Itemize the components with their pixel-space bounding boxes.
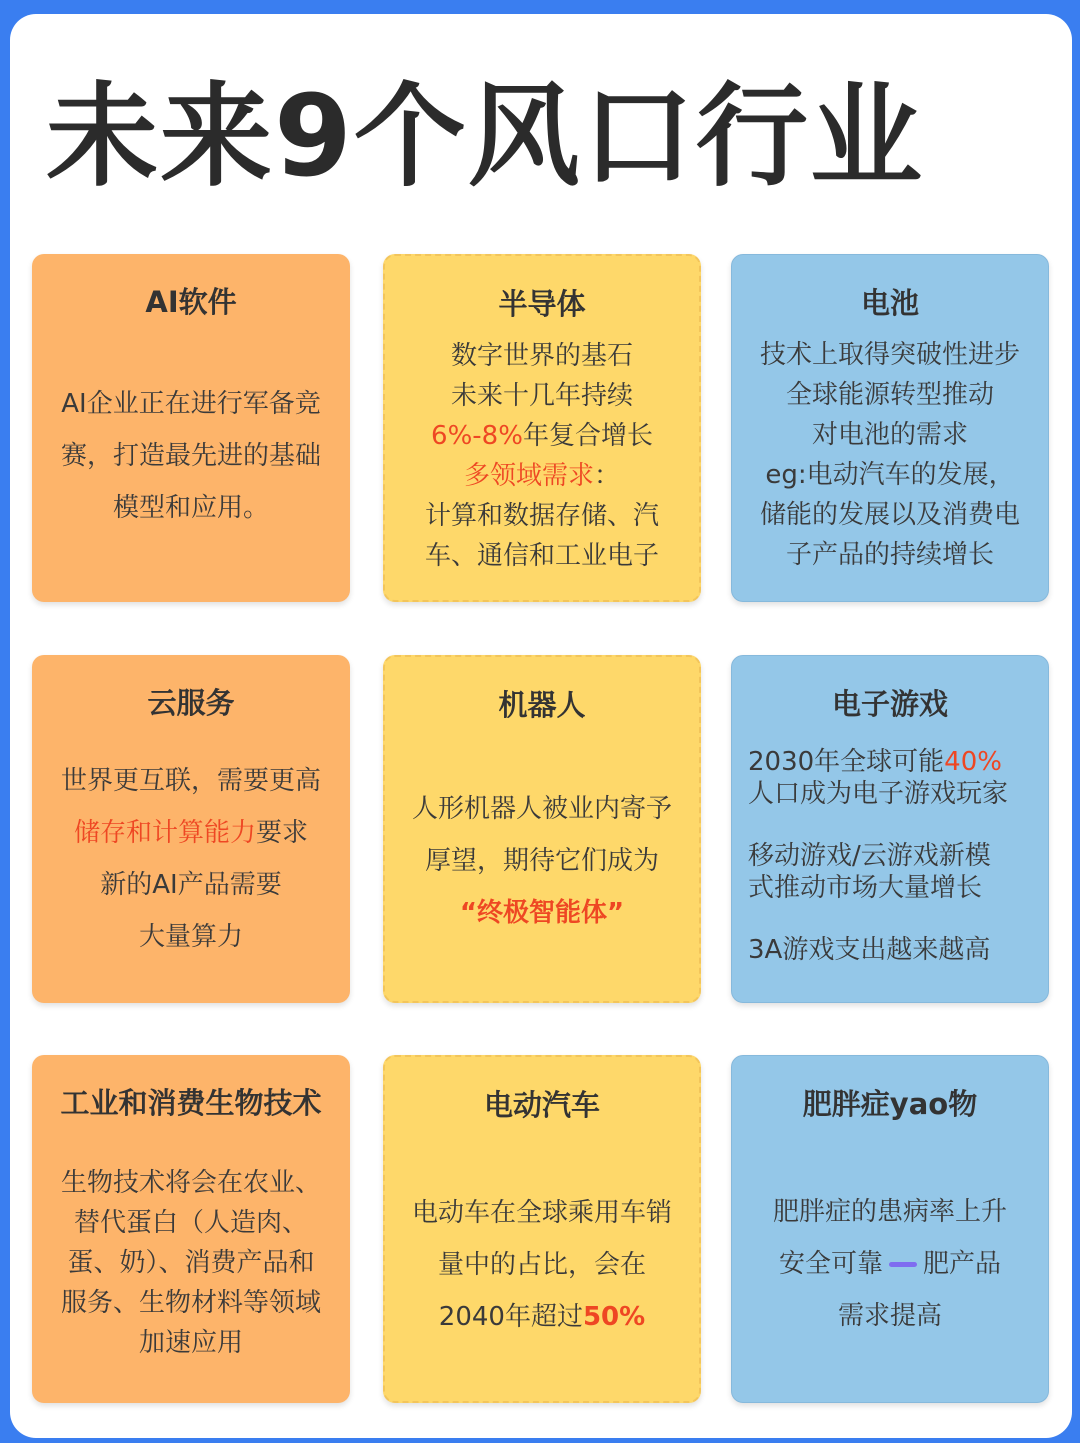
highlight-text: 多领域需求	[463, 461, 594, 491]
card-battery	[731, 254, 1049, 602]
highlight-text: 50%	[582, 1302, 646, 1332]
card-body	[738, 335, 1042, 575]
text-line: 储能的发展以及消费电	[759, 500, 1020, 530]
text-line: 生物技术将会在农业、	[60, 1168, 321, 1198]
card-body	[391, 783, 693, 939]
highlight-text: 储存和计算能力	[73, 818, 256, 848]
text-line: 未来十几年持续	[450, 381, 633, 411]
text-line	[738, 1238, 1042, 1290]
card-semiconductor	[383, 254, 701, 602]
text-line	[391, 456, 693, 496]
card-video-games	[731, 655, 1049, 1003]
text-line: 替代蛋白（人造肉、	[73, 1208, 308, 1238]
redacted-mark	[889, 1262, 917, 1267]
text-line: 加速应用	[138, 1328, 243, 1358]
card-body	[391, 1187, 693, 1343]
card-body	[738, 1186, 1042, 1342]
card-title: 半导体	[498, 287, 586, 321]
text-line: eg:电动汽车的发展，	[765, 460, 1015, 490]
card-robots	[383, 655, 701, 1003]
card-title: 电动汽车	[483, 1088, 600, 1122]
text-line: 大量算力	[138, 922, 243, 952]
text-line: 技术上取得突破性进步	[759, 340, 1020, 370]
text-line: 世界更互联，需要更高	[60, 766, 321, 796]
card-body	[748, 746, 1042, 966]
text-segment: ：	[594, 461, 621, 491]
card-body	[391, 336, 693, 576]
highlight-text: 6%-8%	[431, 421, 523, 451]
text-line: 全球能源转型推动	[785, 380, 994, 410]
text-segment: 2030年全球可能	[748, 747, 945, 777]
text-line: 数字世界的基石	[450, 341, 633, 371]
card-body	[38, 755, 344, 963]
text-line	[391, 416, 693, 456]
card-body	[38, 1163, 344, 1363]
card-title: 电子游戏	[831, 687, 948, 721]
text-line	[391, 1291, 693, 1343]
text-line: 需求提高	[837, 1301, 942, 1331]
text-line	[38, 807, 344, 859]
text-line: 新的AI产品需要	[100, 870, 282, 900]
text-line: 子产品的持续增长	[785, 540, 994, 570]
card-title: 云服务	[147, 686, 235, 720]
text-line: AI企业正在进行军备竞	[61, 389, 321, 419]
text-line: 式推动市场大量增长	[748, 873, 983, 903]
page-title: 未来9个风口行业	[46, 72, 924, 202]
card-title: AI软件	[145, 285, 237, 319]
text-segment: 年复合增长	[522, 421, 653, 451]
text-segment: 肥产品	[923, 1249, 1002, 1279]
text-line: 电动车在全球乘用车销	[411, 1198, 672, 1228]
text-line: 厚望，期待它们成为	[424, 846, 659, 876]
card-biotech	[32, 1055, 350, 1403]
text-segment: 安全可靠	[778, 1249, 883, 1279]
text-line: 3A游戏支出越来越高	[748, 935, 991, 965]
card-electric-vehicles	[383, 1055, 701, 1403]
text-line: 移动游戏/云游戏新模	[748, 841, 991, 871]
card-obesity-drugs	[731, 1055, 1049, 1403]
card-body	[38, 378, 344, 534]
text-segment: 要求	[256, 818, 309, 848]
text-line: 人形机器人被业内寄予	[411, 794, 672, 824]
card-title: 工业和消费生物技术	[60, 1086, 322, 1120]
highlight-text: 40%	[944, 747, 1002, 777]
card-ai-software	[32, 254, 350, 602]
highlight-text: “终极智能体”	[459, 898, 625, 928]
card-title: 肥胖症yao物	[802, 1087, 978, 1121]
text-line: 模型和应用。	[112, 493, 269, 523]
text-line: 人口成为电子游戏玩家	[748, 779, 1009, 809]
text-line: 服务、生物材料等领域	[60, 1288, 321, 1318]
text-line: 量中的占比，会在	[437, 1250, 646, 1280]
card-cloud-services	[32, 655, 350, 1003]
text-segment: 2040年超过	[438, 1302, 583, 1332]
text-line: 车、通信和工业电子	[424, 541, 659, 571]
text-line: 赛，打造最先进的基础	[60, 441, 321, 471]
text-line: 对电池的需求	[811, 420, 968, 450]
text-line: 肥胖症的患病率上升	[772, 1197, 1007, 1227]
text-line: 计算和数据存储、汽	[424, 501, 659, 531]
card-title: 电池	[860, 286, 919, 320]
text-line: 蛋、奶）、消费产品和	[67, 1248, 315, 1278]
card-title: 机器人	[498, 688, 586, 722]
text-line	[748, 746, 1042, 778]
